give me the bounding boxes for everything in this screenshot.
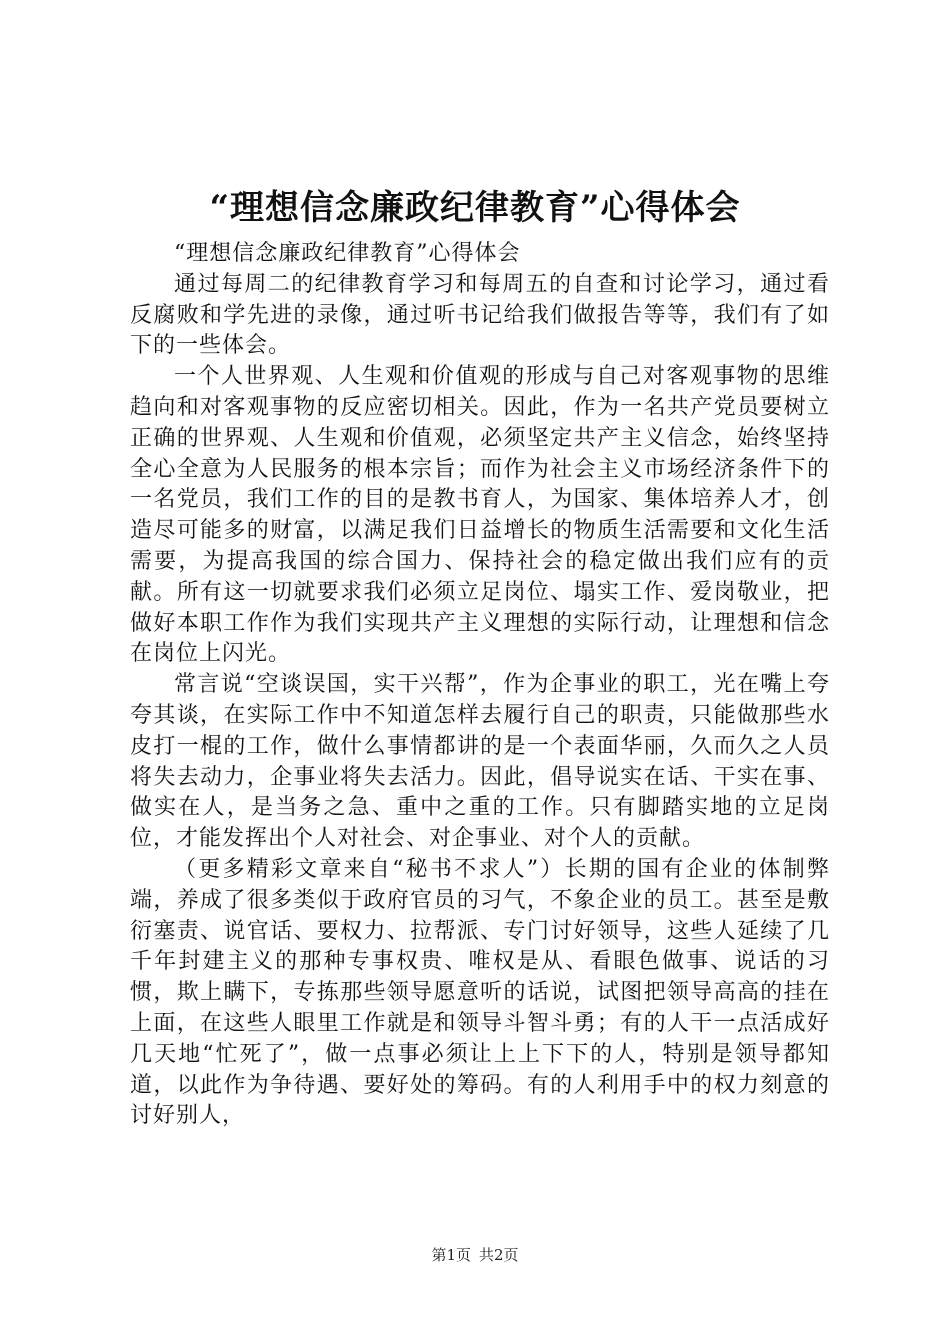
page-footer [0,1245,950,1265]
page-number: 第1页 [431,1246,471,1264]
document-body [130,239,830,1132]
document-title: “理想信念廉政纪律教育”心得体会 [209,188,741,228]
paragraph: （更多精彩文章来自“秘书不求人”）长期的国有企业的体制弊端，养成了很多类似于政府官员的习气，不象企业的员工。甚至是敷衍塞责、说官话、要权力、拉帮派、专门讨好领导，这些人延续了几千年封建主义的那种专事权贵、唯权是从、看眼色做事、说话的习惯，欺上瞒下，专拣那些领导愿意听的话说，试图把领导高高的挂在上面，在这些人眼里工作就是和领导斗智斗勇；有的人干一点活成好几天地“忙死了”，做一点事必须让上上下下的人，特别是领导都知道，以此作为争待遇、要好处的筹码。有的人利用手中的权力刻意的讨好别人， [130,856,830,1129]
paragraph: 一个人世界观、人生观和价值观的形成与自己对客观事物的思维趋向和对客观事物的反应密切相关。因此，作为一名共产党员要树立正确的世界观、人生观和价值观，必须坚定共产主义信念，始终坚持全心全意为人民服务的根本宗旨；而作为社会主义市场经济条件下的一名党员，我们工作的目的是教书育人，为国家、集体培养人才，创造尽可能多的财富，以满足我们日益增长的物质生活需要和文化生活需要，为提高我国的综合国力、保持社会的稳定做出我们应有的贡献。所有这一切就要求我们必须立足岗位、塌实工作、爱岗敬业，把做好本职工作作为我们实现共产主义理想的实际行动，让理想和信念在岗位上闪光。 [130,364,830,667]
paragraph: 通过每周二的纪律教育学习和每周五的自查和讨论学习，通过看反腐败和学先进的录像，通过听书记给我们做报告等等，我们有了如下的一些体会。 [130,271,830,359]
paragraph-subtitle: “理想信念廉政纪律教育”心得体会 [174,241,521,266]
page-total: 共2页 [479,1246,519,1264]
paragraph: 常言说“空谈误国，实干兴帮”，作为企事业的职工，光在嘴上夸夸其谈，在实际工作中不知道怎样去履行自己的职责，只能做那些水皮打一棍的工作，做什么事情都讲的是一个表面华丽，久而久之人员将失去动力，企事业将失去活力。因此，倡导说实在话、干实在事、做实在人，是当务之急、重中之重的工作。只有脚踏实地的立足岗位，才能发挥出个人对社会、对企事业、对个人的贡献。 [130,672,830,852]
